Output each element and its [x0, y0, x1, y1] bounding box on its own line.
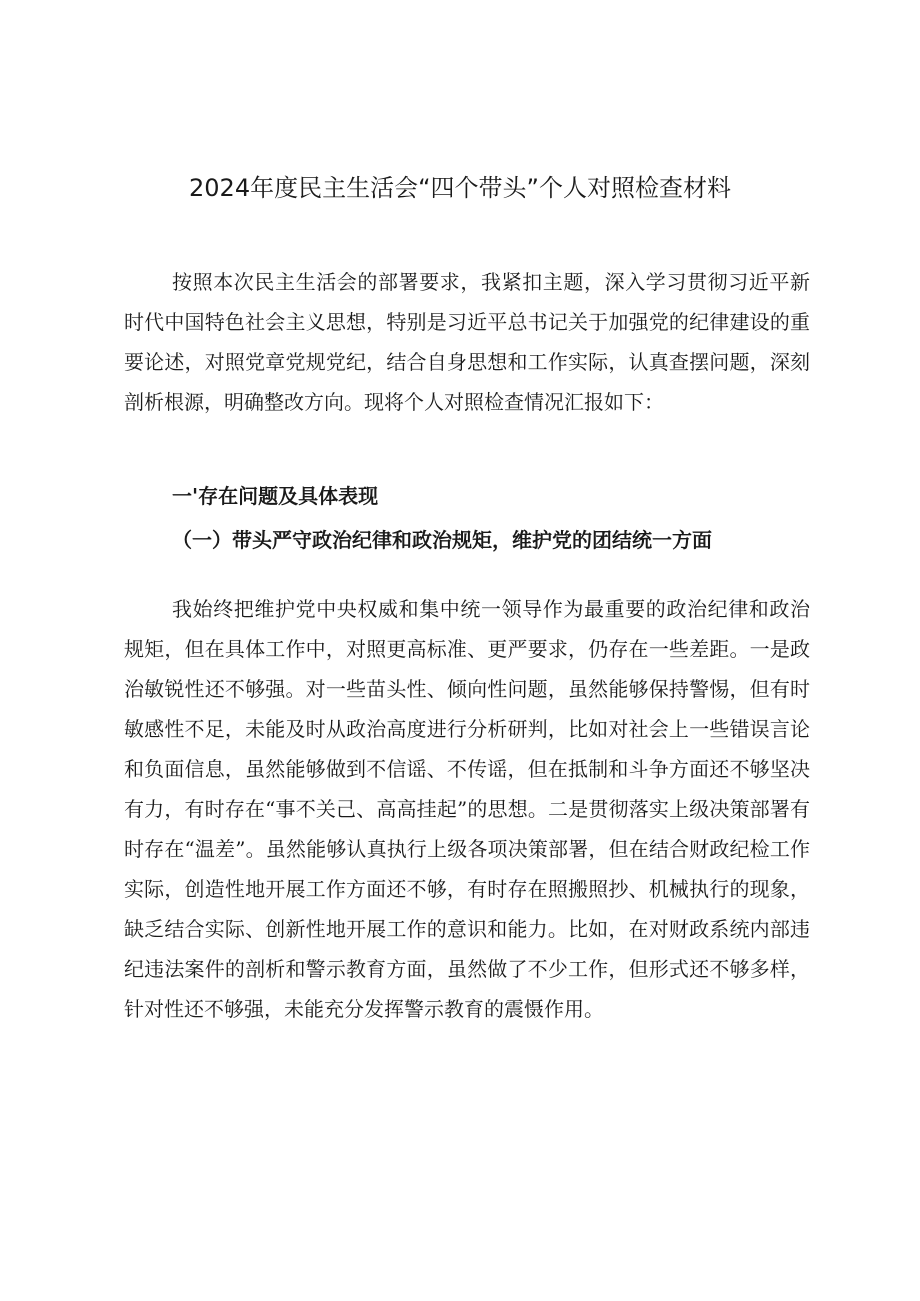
body-paragraph: 我始终把维护党中央权威和集中统一领导作为最重要的政治纪律和政治规矩，但在具体工作中，对照更高标准、更严要求，仍存在一些差距。一是政治敏锐性还不够强。对一些苗头性、倾向性问题，虽然能够保持警惕，但有时敏感性不足，未能及时从政治高度进行分析研判，比如对社会上一些错误言论和负面信息，虽然能够做到不信谣、不传谣，但在抵制和斗争方面还不够坚决有力，有时存在“事不关己、高高挂起”的思想。二是贯彻落实上级决策部署有时存在“温差”。虽然能够认真执行上级各项决策部署，但在结合财政纪检工作实际，创造性地开展工作方面还不够，有时存在照搬照抄、机械执行的现象，缺乏结合实际、创新性地开展工作的意识和能力。比如，在对财政系统内部违纪违法案件的剖析和警示教育方面，虽然做了不少工作，但形式还不够多样，针对性还不够强，未能充分发挥警示教育的震慑作用。	[124, 597, 810, 1021]
document-title: 2024年度民主生活会“四个带头”个人对照检查材料	[189, 174, 731, 202]
section-heading: 一'存在问题及具体表现	[172, 484, 379, 508]
intro-paragraph: 按照本次民主生活会的部署要求，我紧扣主题，深入学习贯彻习近平新时代中国特色社会主义思想，特别是习近平总书记关于加强党的纪律建设的重要论述，对照党章党规党纪，结合自身思想和工作实际，认真查摆问题，深刻剖析根源，明确整改方向。现将个人对照检查情况汇报如下：	[124, 270, 810, 414]
subsection-heading: （一）带头严守政治纪律和政治规矩，维护党的团结统一方面	[172, 528, 712, 552]
